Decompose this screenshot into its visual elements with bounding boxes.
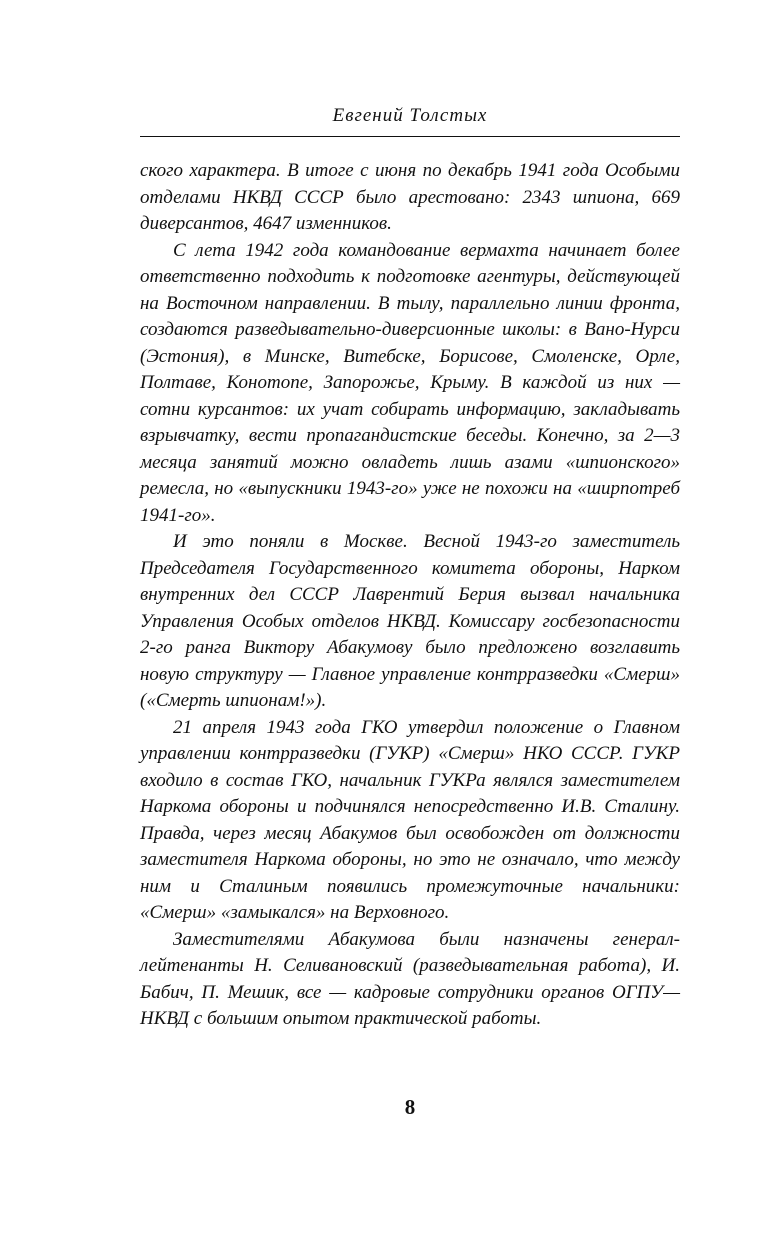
paragraph-3: И это поняли в Москве. Весной 1943-го заместитель Председателя Государственного комитета обороны, Нарком внутренних дел СССР Лаврентий Берия вызвал начальника Управления Особых отделов НКВД. Комиссару госбезопасности 2-го ранга Виктору Абакумову было предложено возглавить новую структуру — Главное управление контрразведки «Смерш» («Смерть шпионам!»).: [140, 531, 680, 711]
paragraph-4: 21 апреля 1943 года ГКО утвердил положение о Главном управлении контрразведки (ГУКР) «Смерш» НКО СССР. ГУКР входило в состав ГКО, начальник ГУКРа являлся заместителем Наркома обороны и подчинялся непосредственно И.В. Сталину. Правда, через месяц Абакумов был освобожден от должности заместителя Наркома обороны, но это не означало, что между ним и Сталиным появились промежуточные начальники: «Смерш» «замыкался» на Верховного.: [140, 716, 680, 923]
paragraph-2: С лета 1942 года командование вермахта начинает более ответственно подходить к подготовке агентуры, действующей на Восточном направлении. В тылу, параллельно линии фронта, создаются разведывательно-диверсионные школы: в Вано-Нурси (Эстония), в Минске, Витебске, Борисове, Смоленске, Орле, Полтаве, Конотопе, Запорожье, Крыму. В каждой из них — сотни курсантов: их учат собирать информацию, закладывать взрывчатку, вести пропагандистские беседы. Конечно, за 2—3 месяца занятий можно овладеть лишь азами «шпионского» ремесла, но «выпускники 1943-го» уже не похожи на «ширпотреб 1941-го».: [140, 239, 680, 526]
page-number: 8: [404, 1095, 416, 1119]
body-text: [140, 158, 680, 1033]
paragraph-1: ского характера. В итоге с июня по декабрь 1941 года Особыми отделами НКВД СССР было арестовано: 2343 шпиона, 669 диверсантов, 4647 изменников.: [140, 160, 680, 234]
header-rule: [140, 136, 680, 137]
running-head: Евгений Толстых: [332, 105, 488, 126]
paragraph-5: Заместителями Абакумова были назначены генерал-лейтенанты Н. Селивановский (разведывательная работа), И. Бабич, П. Мешик, все — кадровые сотрудники органов ОГПУ—НКВД с большим опытом практической работы.: [140, 928, 680, 1029]
